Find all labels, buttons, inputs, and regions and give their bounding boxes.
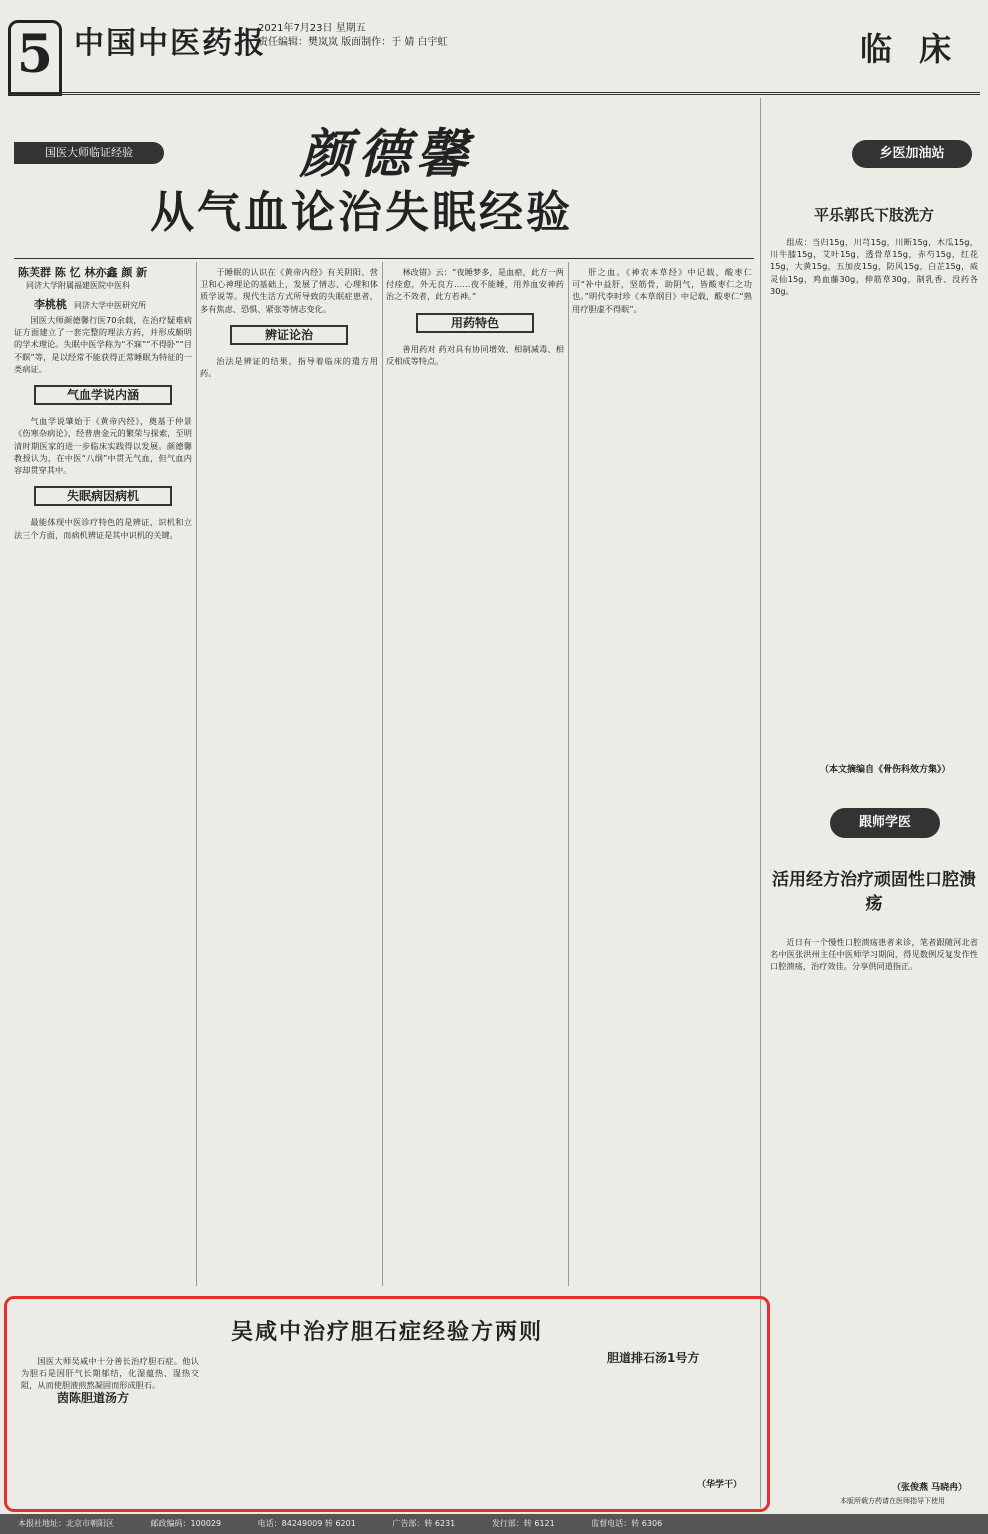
footer-hotline: 监督电话：转 6306 — [591, 1519, 663, 1528]
right-article-body-2 — [770, 936, 978, 1476]
footer-postcode: 邮政编码：100029 — [150, 1519, 222, 1528]
right-article-author-2: （张俊燕 马晓冉） — [892, 1483, 968, 1493]
right-article-body — [770, 236, 978, 756]
page-footer — [0, 1514, 988, 1534]
feature-banner: 国医大师临证经验 — [14, 142, 164, 164]
subhead-diagnosis: 辨证论治 — [230, 325, 348, 345]
footer-address: 本报社地址：北京市朝阳区 — [18, 1519, 114, 1528]
article-column-2 — [200, 266, 378, 1286]
newspaper-masthead: 中国中医药报 — [74, 26, 266, 61]
feature-authors: 陈芙群 陈 忆 林亦鑫 颜 新 — [18, 266, 148, 279]
badge-village-doctor: 乡医加油站 — [852, 140, 972, 168]
feature-affiliation: 同济大学附属福建医院中医科 — [26, 281, 130, 290]
issue-info — [258, 22, 448, 50]
section-title: 临 床 — [860, 30, 960, 68]
cause-paragraph: 最能体现中医诊疗特色的是辨证，识机和立法三个方面，而病机辨证是其中识机的关键。 — [14, 517, 192, 540]
right-paragraph-2: 近日有一个慢性口腔溃疡患者来诊，笔者跟随河北省名中医张洪州主任中医师学习期间，得见数例反复发作性口腔溃疡，治疗效佳。分享供同道指正。 — [770, 937, 978, 972]
intro-paragraph: 国医大师颜德馨行医70余载，在治疗疑难病证方面建立了一套完整的理法方药，并形成颇明的学术理论。失眠中医学称为“不寐”“不得卧”“目不瞑”等，是以经常不能获得正常睡眠为特征的一类病证。 — [14, 315, 192, 374]
footer-distribution: 发行部：转 6121 — [491, 1519, 555, 1528]
article-column-4 — [572, 266, 752, 1286]
subhead-qi-blood: 气血学说内涵 — [34, 385, 172, 405]
divider — [382, 262, 383, 1286]
col2-paragraph: 于睡眠的认识在《黄帝内经》有关阴阳、营卫和心神理论的基础上，发展了情志、心理和体质学说等。现代生活方式所导致的失眠症患者，多有焦虑、恐惧、紧张等情志变化。 — [200, 267, 378, 314]
right-article-source: （本文摘编自《骨伤科效方集》） — [820, 765, 951, 775]
subhead-cause: 失眠病因病机 — [34, 486, 172, 506]
right-article-title-2: 活用经方治疗顽固性口腔溃疡 — [772, 870, 976, 914]
issue-editor: 责任编辑：樊岚岚 版面制作：于 婧 白宇虹 — [258, 37, 448, 48]
right-article-note: 本版所载方药请在医师指导下使用 — [840, 1497, 945, 1505]
col3-paragraph: 林改错》云：“夜睡梦多，是血瘀，此方一两付痊愈，外无良方……夜不能睡，用养血安神药治之不效者，此方若神。” — [386, 267, 564, 302]
diag-paragraph: 治法是辨证的结果，指导着临床的遣方用药。 — [200, 356, 378, 379]
right-paragraph: 组成：当归15g，川芎15g，川断15g，木瓜15g，川牛膝15g，艾叶15g，透骨草15g，赤芍15g，红花15g，大黄15g，五加皮15g，防风15g，白芷15g，威灵仙15g，鸡血藤30g，伸筋草30g，制乳香、没药各30g。 — [770, 237, 978, 296]
highlight-box — [4, 1296, 770, 1512]
box-subtitle-1: 茵陈胆道汤方 — [57, 1391, 130, 1405]
masthead-rule — [8, 92, 980, 95]
right-article-title: 平乐郭氏下肢洗方 — [813, 206, 934, 224]
qi-paragraph: 气血学说肇始于《黄帝内经》，奠基于仲景《伤寒杂病论》，经普唐金元的繁荣与探索，至明清时期医家的进一步临床实践得以发展。颜德馨教授认为，在中医“八纲”中贯无气血，但气血内容却贯穿其中。 — [14, 416, 192, 476]
issue-date: 2021年7月23日 星期五 — [258, 23, 366, 34]
headline-rule — [14, 258, 754, 259]
page-number: 5 — [8, 20, 62, 96]
badge-learn-from-master: 跟师学医 — [830, 808, 940, 838]
box-author: （华学干） — [697, 1480, 743, 1490]
box-title: 吴咸中治疗胆石症经验方两则 — [230, 1320, 543, 1345]
subhead-drugs: 用药特色 — [416, 313, 534, 333]
article-column-1 — [14, 314, 192, 1284]
footer-ads: 广告部：转 6231 — [392, 1519, 456, 1528]
drug-paragraph: 善用药对 药对具有协同增效、相制减毒、相反相成等特点。 — [386, 343, 564, 367]
divider — [196, 262, 197, 1286]
feature-affiliation-2: 同济大学中医研究所 — [74, 301, 146, 310]
feature-calligraphy: 颜德馨 — [300, 124, 475, 185]
col4-paragraph: 肝之血。《神农本草经》中记载，酸枣仁可“补中益肝，坚筋骨，助阴气，皆酸枣仁之功也。”明代李时珍《本草纲目》中记载，酸枣仁“熟用疗胆虚不得眠”。 — [572, 267, 752, 314]
box-body — [21, 1355, 199, 1495]
box-paragraph: 国医大师吴咸中十分善长治疗胆石症。他认为胆石是因肝气长期郁结，化湿蕴热、湿热交阻，从而使胆液煎熬凝固而形成胆石。 — [21, 1356, 199, 1391]
divider — [568, 262, 569, 1286]
article-column-3 — [386, 266, 564, 1286]
feature-headline: 从气血论治失眠经验 — [150, 187, 573, 238]
box-subtitle-2: 胆道排石汤1号方 — [607, 1351, 700, 1365]
feature-author-2: 李桃桃 — [34, 298, 67, 311]
footer-phone: 电话：84249009 转 6201 — [257, 1519, 356, 1528]
